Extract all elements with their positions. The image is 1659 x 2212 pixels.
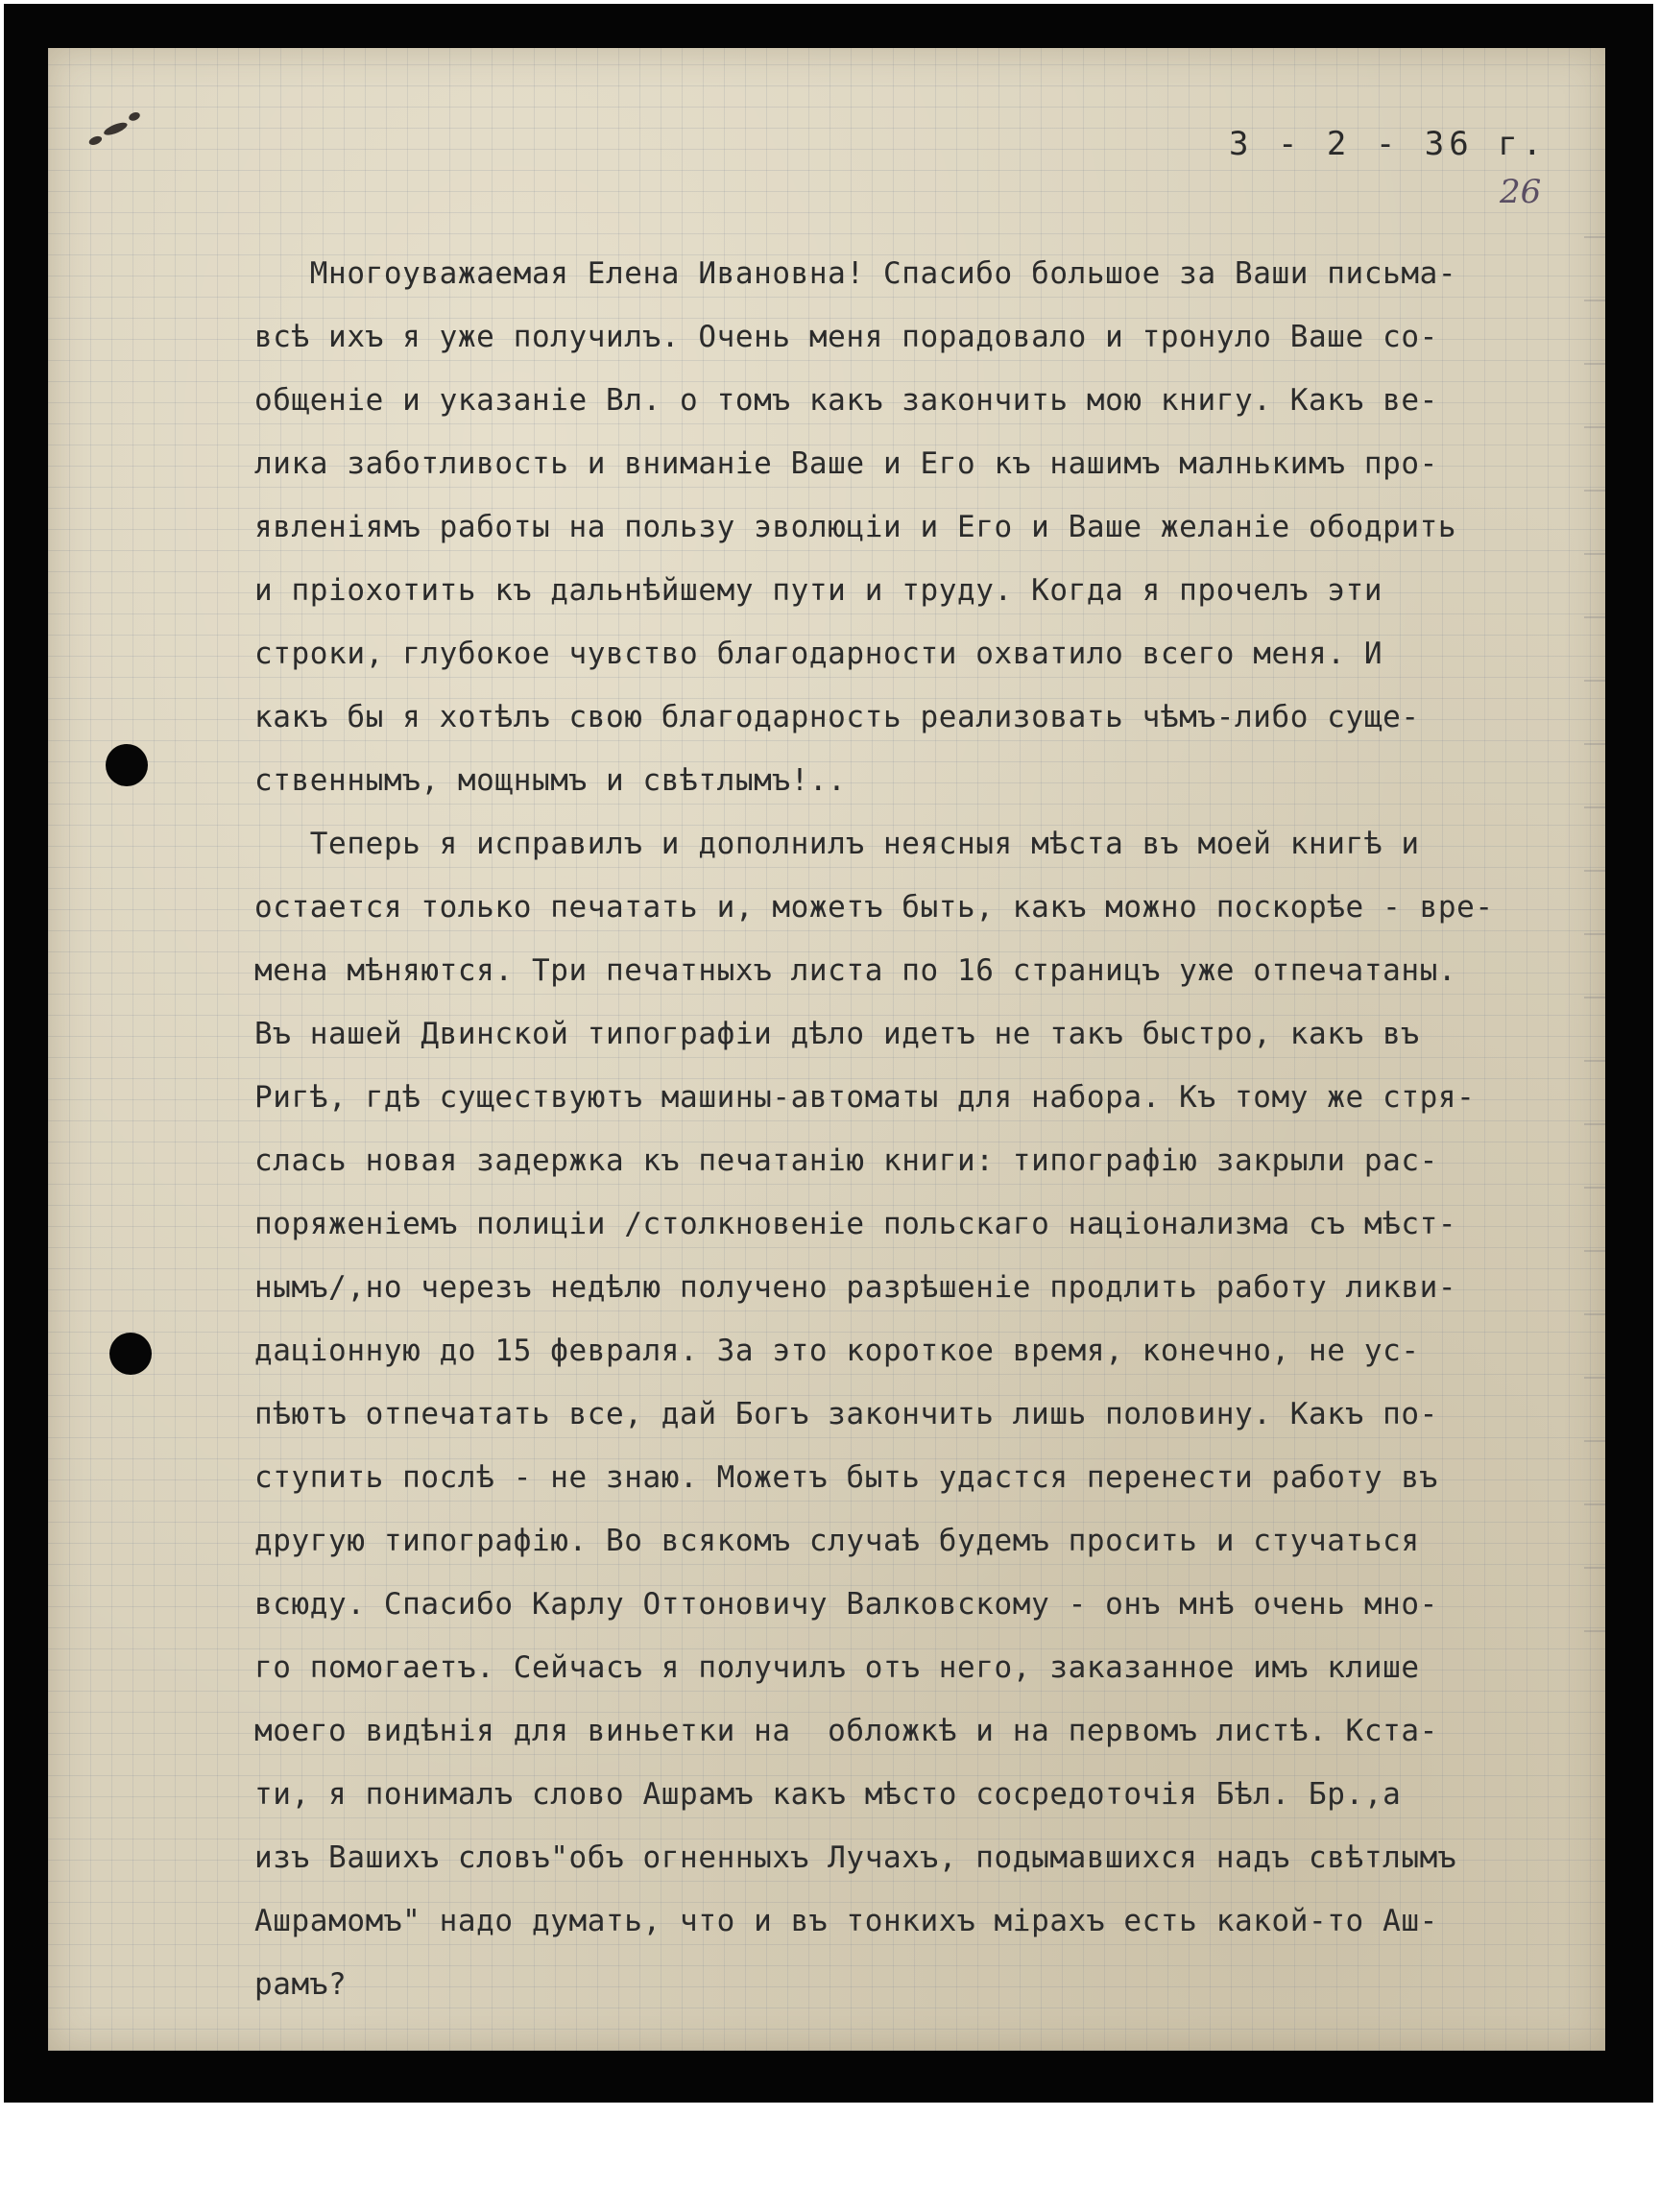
letter-line: пѣютъ отпечатать все, дай Богъ закончить лишь половину. Какъ по- (254, 1397, 1438, 1431)
letter-line: лика заботливость и вниманiе Ваше и Его къ нашимъ малнькимъ про- (254, 446, 1438, 481)
punch-hole (106, 744, 148, 786)
letter-line: ступить послѣ - не знаю. Можетъ быть удастся перенести работу въ (254, 1460, 1438, 1495)
letter-line: остается только печатать и, можетъ быть, какъ можно поскорѣе - вре- (254, 890, 1494, 925)
letter-line: нымъ/,но черезъ недѣлю получено разрѣшенiе продлить работу ликви- (254, 1270, 1457, 1305)
letter-line: явленiямъ работы на пользу эволюцiи и Его и Ваше желанiе ободрить (254, 510, 1457, 544)
archive-page-number: 26 (1500, 173, 1542, 211)
letter-line: и прiохотить къ дальнѣйшему пути и труду. Когда я прочелъ эти (254, 573, 1383, 608)
letter-line: общенiе и указанiе Вл. о томъ какъ закончить мою книгу. Какъ ве- (254, 383, 1438, 418)
letter-line: мена мѣняются. Три печатныхъ листа по 16 страницъ уже отпечатаны. (254, 953, 1457, 988)
letter-line: дацiонную до 15 февраля. За это короткое время, конечно, не ус- (254, 1334, 1420, 1368)
letter-line: строки, глубокое чувство благодарности охватило всего меня. И (254, 637, 1383, 671)
letter-line: какъ бы я хотѣлъ свою благодарность реализовать чѣмъ-либо суще- (254, 700, 1420, 734)
letter-line: слась новая задержка къ печатанiю книги: типографiю закрыли рас- (254, 1143, 1438, 1178)
punch-hole (109, 1333, 152, 1375)
letter-date: 3 - 2 - 36 г. (1229, 125, 1548, 163)
letter-line: Въ нашей Двинской типографiи дѣло идетъ не такъ быстро, какъ въ (254, 1017, 1420, 1051)
letter-line: изъ Вашихъ словъ"объ огненныхъ Лучахъ, подымавшихся надъ свѣтлымъ (254, 1840, 1457, 1875)
letter-line: ти, я понималъ слово Ашрамъ какъ мѣсто сосредоточiя Бѣл. Бр.,а (254, 1777, 1402, 1812)
letter-body (254, 242, 1608, 2016)
letter-line: поряженiемъ полицiи /столкновенiе польскаго нацiонализма съ мѣст- (254, 1207, 1457, 1241)
letter-line: Многоуважаемая Елена Ивановна! Спасибо большое за Ваши письма- (254, 256, 1457, 291)
letter-line: другую типографiю. Во всякомъ случаѣ будемъ просить и стучаться (254, 1524, 1420, 1558)
letter-line: всѣ ихъ я уже получилъ. Очень меня порадовало и тронуло Ваше со- (254, 320, 1438, 354)
letter-line: го помогаетъ. Сейчасъ я получилъ отъ него, заказанное имъ клише (254, 1650, 1420, 1685)
letter-line: Ригѣ, гдѣ существуютъ машины-автоматы для набора. Къ тому же стря- (254, 1080, 1476, 1115)
letter-line: рамъ? (254, 1967, 348, 2002)
letter-line: ственнымъ, мощнымъ и свѣтлымъ!.. (254, 763, 847, 798)
letter-line: всюду. Спасибо Карлу Оттоновичу Валковскому - онъ мнѣ очень мно- (254, 1587, 1438, 1622)
letter-line: Ашрамомъ" надо думать, что и въ тонкихъ мiрахъ есть какой-то Аш- (254, 1904, 1438, 1938)
letter-line: моего видѣнiя для виньетки на обложкѣ и на первомъ листѣ. Кста- (254, 1714, 1438, 1748)
letter-line: Теперь я исправилъ и дополнилъ неясныя мѣста въ моей книгѣ и (254, 827, 1420, 861)
